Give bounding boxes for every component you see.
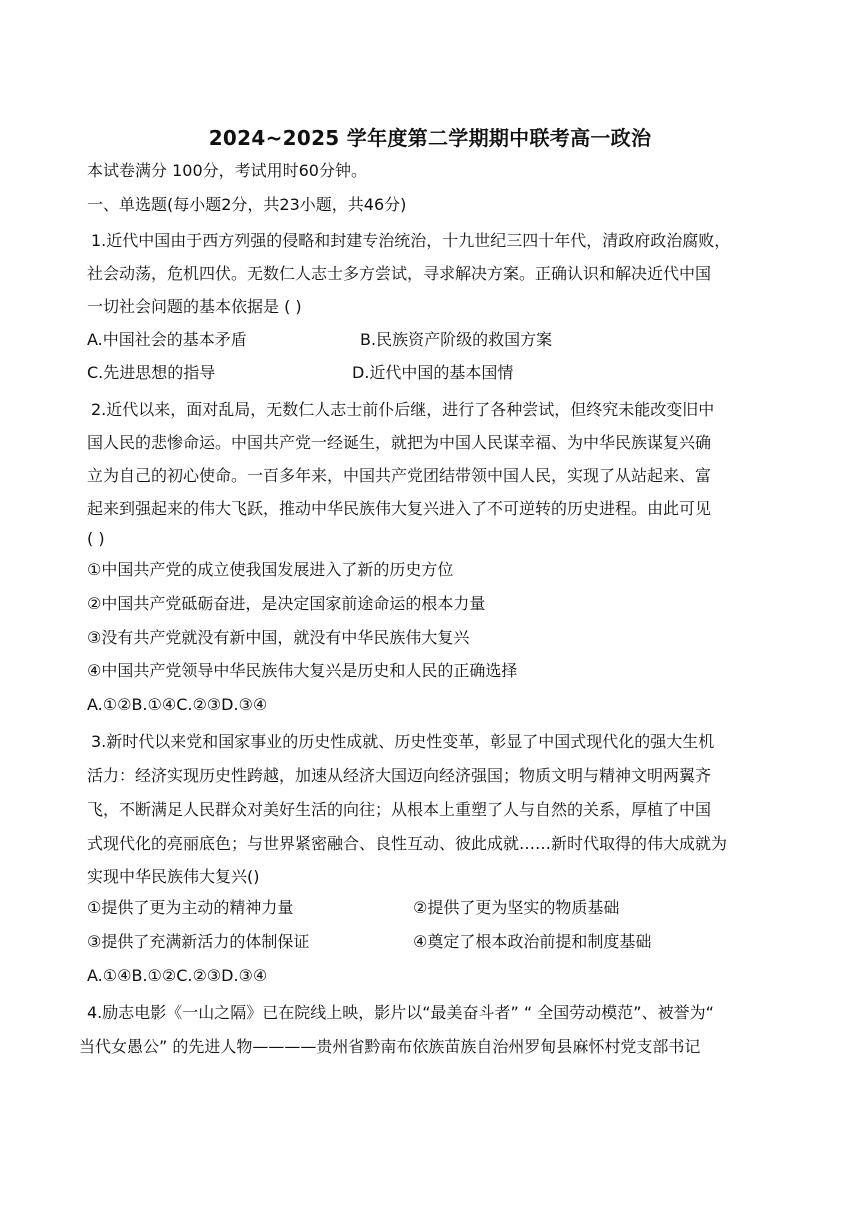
q3-answers: A.①④B.①②C.②③D.③④	[87, 966, 268, 985]
exam-intro: 本试卷满分 100分，考试用时60分钟。	[87, 161, 367, 180]
q2-answers: A.①②B.①④C.②③D.③④	[87, 695, 268, 714]
q3-line: 活力：经济实现历史性跨越，加速从经济大国迈向经济强国；物质文明与精神文明两翼齐	[87, 766, 712, 785]
q3-line: 式现代化的亮丽底色；与世界紧密融合、良性互动、彼此成就……新时代取得的伟大成就为	[87, 834, 728, 853]
q4-line: 当代女愚公” 的先进人物————贵州省黔南布依族苗族自治州罗甸县麻怀村党支部书记	[79, 1037, 701, 1056]
q1-line: 一切社会问题的基本依据是 ( )	[87, 297, 302, 316]
q2-item: ②中国共产党砥砺奋进，是决定国家前途命运的根本力量	[87, 594, 486, 613]
q4-line: 4.励志电影《一山之隔》已在院线上映，影片以“最美奋斗者” “ 全国劳动模范”、被誉为“	[87, 1003, 714, 1022]
q2-item: ①中国共产党的成立使我国发展进入了新的历史方位	[87, 560, 454, 579]
page-title: 2024~2025 学年度第二学期期中联考高一政治	[208, 126, 652, 150]
q2-line: ( )	[87, 529, 105, 548]
q1-option-b: B.民族资产阶级的救国方案	[360, 330, 553, 349]
q3-item: ①提供了更为主动的精神力量	[87, 898, 294, 917]
q1-option-a: A.中国社会的基本矛盾	[87, 330, 247, 349]
section-heading: 一、单选题(每小题2分，共23小题，共46分)	[87, 195, 407, 214]
q3-line: 3.新时代以来党和国家事业的历史性成就、历史性变革，彰显了中国式现代化的强大生机	[91, 732, 715, 751]
q2-line: 立为自己的初心使命。一百多年来，中国共产党团结带领中国人民，实现了从站起来、富	[87, 466, 712, 485]
q3-line: 实现中华民族伟大复兴()	[87, 867, 260, 886]
q3-item: ④奠定了根本政治前提和制度基础	[413, 932, 652, 951]
q2-line: 2.近代以来，面对乱局，无数仁人志士前仆后继，进行了各种尝试，但终究未能改变旧中	[91, 400, 715, 419]
q1-line: 社会动荡，危机四伏。无数仁人志士多方尝试，寻求解决方案。正确认识和解决近代中国	[87, 264, 712, 283]
q1-option-c: C.先进思想的指导	[87, 363, 216, 382]
q2-line: 国人民的悲惨命运。中国共产党一经诞生，就把为中国人民谋幸福、为中华民族谋复兴确	[87, 433, 712, 452]
q2-item: ③没有共产党就没有新中国，就没有中华民族伟大复兴	[87, 628, 470, 647]
q3-item: ②提供了更为坚实的物质基础	[413, 898, 620, 917]
q2-line: 起来到强起来的伟大飞跃，推动中华民族伟大复兴进入了不可逆转的历史进程。由此可见	[87, 499, 712, 518]
q1-line: 1.近代中国由于西方列强的侵略和封建专治统治，十九世纪三四十年代，清政府政治腐败，	[91, 231, 731, 250]
q3-line: 飞，不断满足人民群众对美好生活的向往；从根本上重塑了人与自然的关系，厚植了中国	[87, 800, 712, 819]
q3-item: ③提供了充满新活力的体制保证	[87, 932, 310, 951]
q2-item: ④中国共产党领导中华民族伟大复兴是历史和人民的正确选择	[87, 661, 518, 680]
q1-option-d: D.近代中国的基本国情	[352, 363, 514, 382]
